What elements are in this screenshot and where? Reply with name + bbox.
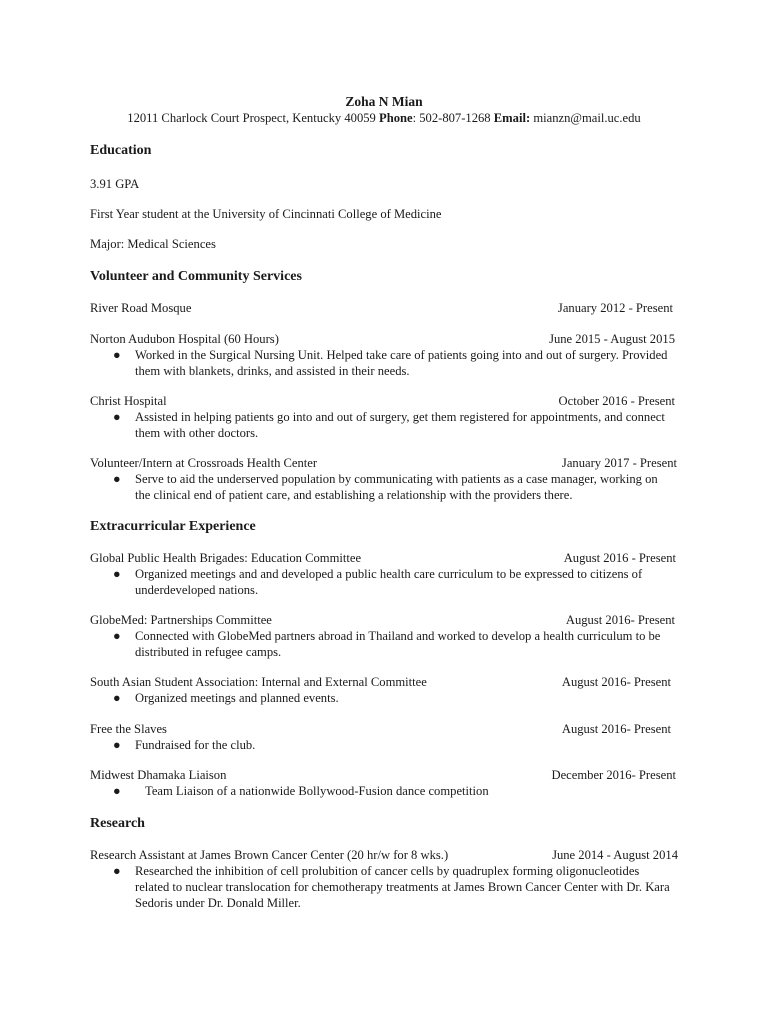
entry-south-asian-student-association: [90, 674, 671, 690]
entry-norton-audubon: [90, 331, 675, 347]
entry-title: Norton Audubon Hospital (60 Hours): [90, 332, 279, 346]
entry-title: Research Assistant at James Brown Cancer Center (20 hr/w for 8 wks.): [90, 848, 449, 862]
bullet-icon: ●: [113, 472, 121, 486]
address: 12011 Charlock Court Prospect, Kentucky 40059: [127, 111, 376, 125]
entry-date: October 2016 - Present: [558, 394, 675, 408]
entry-date: August 2016- Present: [565, 613, 675, 627]
entry-title: GlobeMed: Partnerships Committee: [90, 613, 272, 627]
contact-line: [0, 110, 768, 126]
entry-midwest-dhamaka: [90, 767, 676, 783]
bullet-text: Organized meetings and and developed a public health care curriculum to be expressed to citizens of underdeveloped nations.: [135, 567, 643, 597]
entry-title: Global Public Health Brigades: Education Committee: [90, 551, 362, 565]
entry-date: August 2016- Present: [561, 675, 671, 689]
bullet-text: Team Liaison of a nationwide Bollywood-Fusion dance competition: [145, 784, 489, 798]
entry-james-brown-cancer-center: [90, 847, 678, 863]
phone-label: Phone: [379, 111, 413, 125]
section-heading-extracurricular: Extracurricular Experience: [90, 519, 256, 534]
bullet-text: Organized meetings and planned events.: [135, 691, 339, 705]
entry-title: River Road Mosque: [90, 301, 192, 315]
entry-title: South Asian Student Association: Internal and External Committee: [90, 675, 427, 689]
bullet-icon: ●: [113, 738, 121, 752]
entry-title: Midwest Dhamaka Liaison: [90, 768, 227, 782]
entry-title: Christ Hospital: [90, 394, 167, 408]
phone-number: : 502-807-1268: [412, 111, 491, 125]
entry-date: June 2014 - August 2014: [552, 848, 678, 862]
section-heading-education: Education: [90, 143, 152, 158]
entry-date: January 2017 - Present: [561, 456, 677, 470]
entry-date: June 2015 - August 2015: [549, 332, 675, 346]
entry-date: December 2016- Present: [551, 768, 676, 782]
entry-title: Free the Slaves: [90, 722, 167, 736]
education-major: Major: Medical Sciences: [90, 237, 216, 251]
section-heading-research: Research: [90, 816, 145, 831]
bullet-icon: ●: [113, 567, 121, 581]
bullet-text: Worked in the Surgical Nursing Unit. Helped take care of patients going into and out of surgery. Provided them with blankets, drinks, and assisted in their needs.: [135, 348, 668, 378]
bullet-icon: ●: [113, 348, 121, 362]
entry-free-the-slaves: [90, 721, 671, 737]
education-status: First Year student at the University of Cincinnati College of Medicine: [90, 207, 442, 221]
email-address: mianzn@mail.uc.edu: [533, 111, 641, 125]
bullet-icon: ●: [113, 864, 121, 878]
education-gpa: 3.91 GPA: [90, 177, 140, 191]
bullet-text: Serve to aid the underserved population by communicating with patients as a case manager, working on the clinical end of patient care, and establishing a relationship with the providers there.: [135, 472, 658, 502]
resume-name: Zoha N Mian: [345, 94, 423, 109]
bullet-icon: ●: [113, 784, 121, 798]
bullet-icon: ●: [113, 629, 121, 643]
entry-date: August 2016 - Present: [563, 551, 676, 565]
entry-title: Volunteer/Intern at Crossroads Health Center: [90, 456, 318, 470]
bullet-text: Fundraised for the club.: [135, 738, 256, 752]
bullet-icon: ●: [113, 410, 121, 424]
bullet-icon: ●: [113, 691, 121, 705]
entry-date: August 2016- Present: [561, 722, 671, 736]
email-label: Email:: [493, 111, 531, 125]
entry-global-public-health: [90, 550, 676, 566]
bullet-text: Assisted in helping patients go into and out of surgery, get them registered for appointments, and connect them with other doctors.: [135, 410, 665, 440]
entry-date: January 2012 - Present: [557, 301, 673, 315]
entry-christ-hospital: [90, 393, 675, 409]
entry-crossroads-health: [90, 455, 677, 471]
bullet-text: Researched the inhibition of cell prolubition of cancer cells by quadruplex forming oligonucleotides related to nuclear translocation for chemotherapy treatments at James Brown Cancer Center with Dr. Kara Sedoris under Dr. Donald Miller.: [135, 864, 670, 910]
bullet-text: Connected with GlobeMed partners abroad in Thailand and worked to develop a health curriculum to be distributed in refugee camps.: [135, 629, 661, 659]
entry-globemed: [90, 612, 675, 628]
section-heading-volunteer: Volunteer and Community Services: [90, 269, 302, 284]
entry-river-road-mosque: [90, 300, 673, 316]
